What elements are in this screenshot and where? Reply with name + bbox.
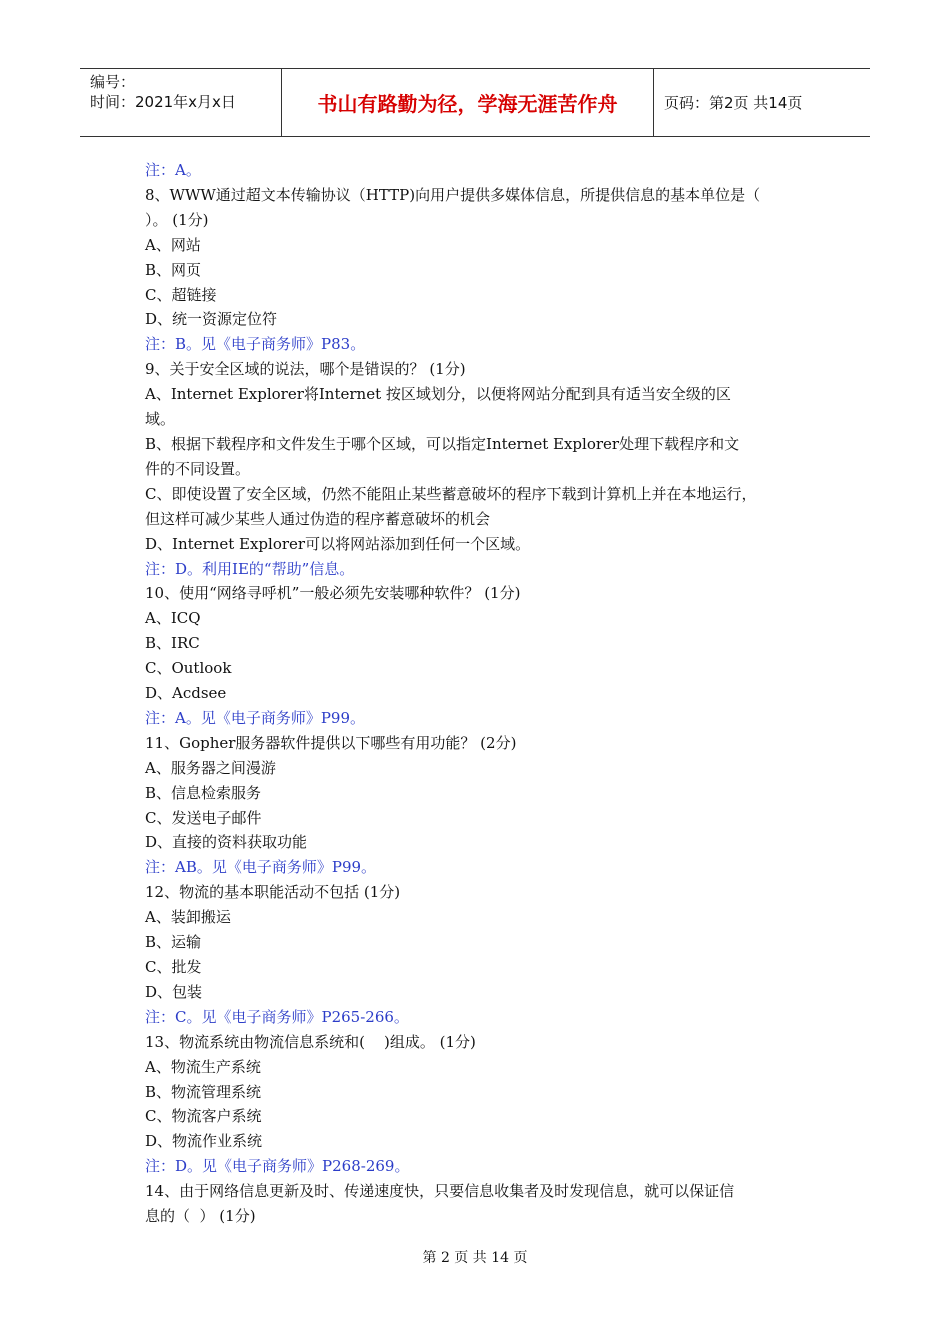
- question-line: 域。: [145, 410, 176, 429]
- question-line: D、统一资源定位符: [145, 310, 278, 329]
- question-line: C、发送电子邮件: [145, 808, 262, 827]
- question-line: D、物流作业系统: [145, 1132, 263, 1151]
- answer-note-line: 注：AB。见《电子商务师》P99。: [145, 858, 377, 877]
- page-footer: 第 2 页 共 14 页: [422, 1250, 528, 1266]
- page-header: [80, 68, 870, 137]
- question-line: 件的不同设置。: [145, 459, 251, 478]
- question-line: D、包装: [145, 982, 203, 1001]
- question-line: B、信息检索服务: [145, 783, 262, 802]
- question-line: B、物流管理系统: [145, 1082, 262, 1101]
- question-line: C、批发: [145, 958, 202, 976]
- header-page-info: 页码：第2页 共14页: [664, 94, 803, 112]
- question-line: C、即使设置了安全区域，仍然不能阻止某些蓄意破坏的程序下载到计算机上并在本地运行，: [145, 484, 757, 503]
- header-motto: 书山有路勤为径，学海无涯苦作舟: [282, 69, 654, 136]
- answer-note-line: 注：D。见《电子商务师》P268-269。: [145, 1157, 410, 1176]
- header-meta: [80, 69, 282, 136]
- question-line: 12、物流的基本职能活动不包括 (1分): [145, 883, 401, 902]
- question-line: D、直接的资料获取功能: [145, 833, 308, 852]
- question-line: A、服务器之间漫游: [145, 758, 276, 777]
- question-line: D、Internet Explorer可以将网站添加到任何一个区域。: [145, 534, 531, 553]
- question-line: 但这样可减少某些人通过伪造的程序蓄意破坏的机会: [145, 509, 491, 528]
- question-line: B、网页: [145, 260, 202, 279]
- answer-note-line: 注：C。见《电子商务师》P265-266。: [145, 1007, 409, 1026]
- question-line: C、Outlook: [145, 659, 232, 678]
- number-label: 编号：: [90, 73, 136, 91]
- answer-note-line: 注：A。: [145, 161, 201, 179]
- question-line: A、物流生产系统: [145, 1057, 261, 1076]
- question-line: B、根据下载程序和文件发生于哪个区域，可以指定Internet Explorer处理下载程序和文: [145, 434, 740, 453]
- time-label: 时间：2021年x月x日: [90, 93, 236, 111]
- question-line: A、ICQ: [145, 609, 201, 628]
- question-line: 13、物流系统由物流信息系统和( )组成。 (1分): [145, 1032, 476, 1051]
- question-line: 9、关于安全区域的说法，哪个是错误的？ (1分): [145, 360, 466, 379]
- question-line: A、Internet Explorer将Internet 按区域划分，以便将网站分配到具有适当安全级的区: [145, 385, 731, 404]
- question-line: B、IRC: [145, 634, 200, 653]
- answer-note-line: 注：B。见《电子商务师》P83。: [145, 335, 366, 354]
- question-line: C、超链接: [145, 285, 217, 304]
- question-line: C、物流客户系统: [145, 1107, 262, 1126]
- question-line: B、运输: [145, 933, 202, 952]
- answer-note-line: 注：A。见《电子商务师》P99。: [145, 708, 366, 727]
- question-line: 10、使用“网络寻呼机”一般必须先安装哪种软件？ (1分): [145, 584, 521, 603]
- question-line: 8、WWW通过超文本传输协议（HTTP)向用户提供多媒体信息，所提供信息的基本单位是（: [145, 185, 761, 204]
- question-line: D、Acdsee: [145, 684, 227, 703]
- answer-note-line: 注：D。利用IE的“帮助”信息。: [145, 559, 355, 578]
- question-line: A、装卸搬运: [145, 908, 231, 927]
- question-line: 息的（ ） (1分): [145, 1207, 256, 1226]
- question-line: 11、Gopher服务器软件提供以下哪些有用功能？ (2分): [145, 733, 517, 752]
- question-line: ）。 (1分): [145, 210, 209, 229]
- document-body: [145, 158, 815, 1229]
- question-line: A、网站: [145, 235, 201, 254]
- question-line: 14、由于网络信息更新及时、传递速度快，只要信息收集者及时发现信息，就可以保证信: [145, 1182, 735, 1201]
